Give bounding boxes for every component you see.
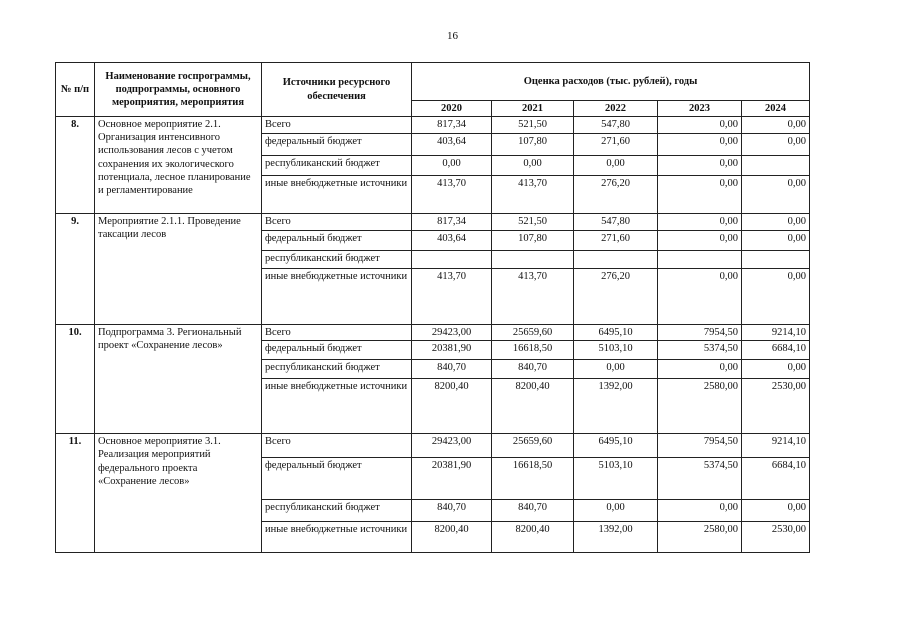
value-cell: 7954,50 xyxy=(658,325,742,341)
value-cell: 107,80 xyxy=(492,231,574,251)
value-cell: 547,80 xyxy=(574,214,658,231)
value-cell: 0,00 xyxy=(658,269,742,325)
value-cell: 8200,40 xyxy=(492,379,574,434)
program-name: Мероприятие 2.1.1. Проведение таксации лесов xyxy=(95,214,262,325)
value-cell: 0,00 xyxy=(574,360,658,379)
funding-source: иные внебюджетные источники xyxy=(262,522,412,553)
header-year: 2021 xyxy=(492,101,574,117)
value-cell: 271,60 xyxy=(574,231,658,251)
value-cell: 0,00 xyxy=(742,134,810,156)
value-cell: 0,00 xyxy=(742,231,810,251)
value-cell xyxy=(574,251,658,269)
value-cell: 817,34 xyxy=(412,117,492,134)
value-cell: 0,00 xyxy=(742,176,810,214)
value-cell: 0,00 xyxy=(658,214,742,231)
program-name: Подпрограмма 3. Региональный проект «Сохранение лесов» xyxy=(95,325,262,434)
value-cell: 20381,90 xyxy=(412,341,492,360)
value-cell xyxy=(412,251,492,269)
value-cell: 547,80 xyxy=(574,117,658,134)
value-cell: 16618,50 xyxy=(492,341,574,360)
row-number: 9. xyxy=(56,214,95,325)
funding-source: иные внебюджетные источники xyxy=(262,379,412,434)
value-cell: 2530,00 xyxy=(742,522,810,553)
value-cell: 2580,00 xyxy=(658,522,742,553)
value-cell: 25659,60 xyxy=(492,325,574,341)
value-cell xyxy=(658,251,742,269)
value-cell: 0,00 xyxy=(658,231,742,251)
value-cell: 0,00 xyxy=(742,269,810,325)
funding-source: Всего xyxy=(262,214,412,231)
value-cell: 0,00 xyxy=(742,214,810,231)
funding-source: федеральный бюджет xyxy=(262,134,412,156)
header-name: Наименование госпрограммы, подпрограммы, основного мероприятия, мероприятия xyxy=(95,63,262,117)
value-cell: 271,60 xyxy=(574,134,658,156)
value-cell: 0,00 xyxy=(742,117,810,134)
value-cell: 840,70 xyxy=(492,360,574,379)
value-cell: 413,70 xyxy=(412,269,492,325)
value-cell: 0,00 xyxy=(412,156,492,176)
value-cell xyxy=(492,251,574,269)
table-row xyxy=(56,434,810,458)
value-cell: 5374,50 xyxy=(658,341,742,360)
funding-source: федеральный бюджет xyxy=(262,231,412,251)
value-cell: 20381,90 xyxy=(412,458,492,500)
value-cell: 6684,10 xyxy=(742,341,810,360)
funding-source: Всего xyxy=(262,434,412,458)
value-cell: 2580,00 xyxy=(658,379,742,434)
funding-source: республиканский бюджет xyxy=(262,251,412,269)
page-number: 16 xyxy=(447,30,458,42)
value-cell: 1392,00 xyxy=(574,522,658,553)
value-cell: 1392,00 xyxy=(574,379,658,434)
value-cell: 0,00 xyxy=(574,500,658,522)
header-year: 2024 xyxy=(742,101,810,117)
value-cell: 6495,10 xyxy=(574,434,658,458)
funding-source: республиканский бюджет xyxy=(262,156,412,176)
value-cell: 9214,10 xyxy=(742,434,810,458)
value-cell: 8200,40 xyxy=(492,522,574,553)
value-cell: 413,70 xyxy=(412,176,492,214)
table-row xyxy=(56,325,810,341)
value-cell: 413,70 xyxy=(492,176,574,214)
row-number: 8. xyxy=(56,117,95,214)
value-cell: 0,00 xyxy=(658,360,742,379)
funding-source: федеральный бюджет xyxy=(262,458,412,500)
funding-source: Всего xyxy=(262,117,412,134)
value-cell: 840,70 xyxy=(492,500,574,522)
value-cell: 107,80 xyxy=(492,134,574,156)
value-cell: 25659,60 xyxy=(492,434,574,458)
table-header xyxy=(56,63,810,117)
value-cell: 0,00 xyxy=(742,360,810,379)
funding-source: республиканский бюджет xyxy=(262,500,412,522)
funding-source: республиканский бюджет xyxy=(262,360,412,379)
value-cell: 29423,00 xyxy=(412,325,492,341)
table-body xyxy=(56,117,810,553)
value-cell: 7954,50 xyxy=(658,434,742,458)
value-cell: 521,50 xyxy=(492,214,574,231)
value-cell: 0,00 xyxy=(658,500,742,522)
table-row xyxy=(56,117,810,134)
value-cell: 840,70 xyxy=(412,360,492,379)
value-cell: 5103,10 xyxy=(574,341,658,360)
value-cell: 16618,50 xyxy=(492,458,574,500)
table-row xyxy=(56,214,810,231)
value-cell: 521,50 xyxy=(492,117,574,134)
value-cell: 403,64 xyxy=(412,134,492,156)
value-cell: 276,20 xyxy=(574,269,658,325)
header-year: 2023 xyxy=(658,101,742,117)
value-cell: 2530,00 xyxy=(742,379,810,434)
header-num: № п/п xyxy=(56,63,95,117)
value-cell: 0,00 xyxy=(492,156,574,176)
funding-source: иные внебюджетные источники xyxy=(262,269,412,325)
value-cell: 5374,50 xyxy=(658,458,742,500)
program-name: Основное мероприятие 2.1. Организация интенсивного использования лесов с учетом сохранения их экологического потенциала, лесное планирование и регламентирование xyxy=(95,117,262,214)
funding-source: Всего xyxy=(262,325,412,341)
header-year: 2022 xyxy=(574,101,658,117)
program-name: Основное мероприятие 3.1. Реализация мероприятий федерального проекта «Сохранение лесов» xyxy=(95,434,262,553)
value-cell: 413,70 xyxy=(492,269,574,325)
value-cell: 0,00 xyxy=(658,117,742,134)
value-cell: 0,00 xyxy=(658,156,742,176)
value-cell xyxy=(742,251,810,269)
value-cell xyxy=(742,156,810,176)
value-cell: 0,00 xyxy=(658,176,742,214)
value-cell: 5103,10 xyxy=(574,458,658,500)
row-number: 10. xyxy=(56,325,95,434)
value-cell: 29423,00 xyxy=(412,434,492,458)
value-cell: 6684,10 xyxy=(742,458,810,500)
funding-source: федеральный бюджет xyxy=(262,341,412,360)
value-cell: 8200,40 xyxy=(412,522,492,553)
header-year: 2020 xyxy=(412,101,492,117)
budget-table xyxy=(55,62,810,553)
value-cell: 8200,40 xyxy=(412,379,492,434)
row-number: 11. xyxy=(56,434,95,553)
value-cell: 817,34 xyxy=(412,214,492,231)
header-source: Источники ресурсного обеспечения xyxy=(262,63,412,117)
value-cell: 0,00 xyxy=(574,156,658,176)
value-cell: 0,00 xyxy=(742,500,810,522)
value-cell: 0,00 xyxy=(658,134,742,156)
value-cell: 403,64 xyxy=(412,231,492,251)
value-cell: 6495,10 xyxy=(574,325,658,341)
value-cell: 840,70 xyxy=(412,500,492,522)
value-cell: 9214,10 xyxy=(742,325,810,341)
header-estimate: Оценка расходов (тыс. рублей), годы xyxy=(412,63,810,101)
funding-source: иные внебюджетные источники xyxy=(262,176,412,214)
value-cell: 276,20 xyxy=(574,176,658,214)
